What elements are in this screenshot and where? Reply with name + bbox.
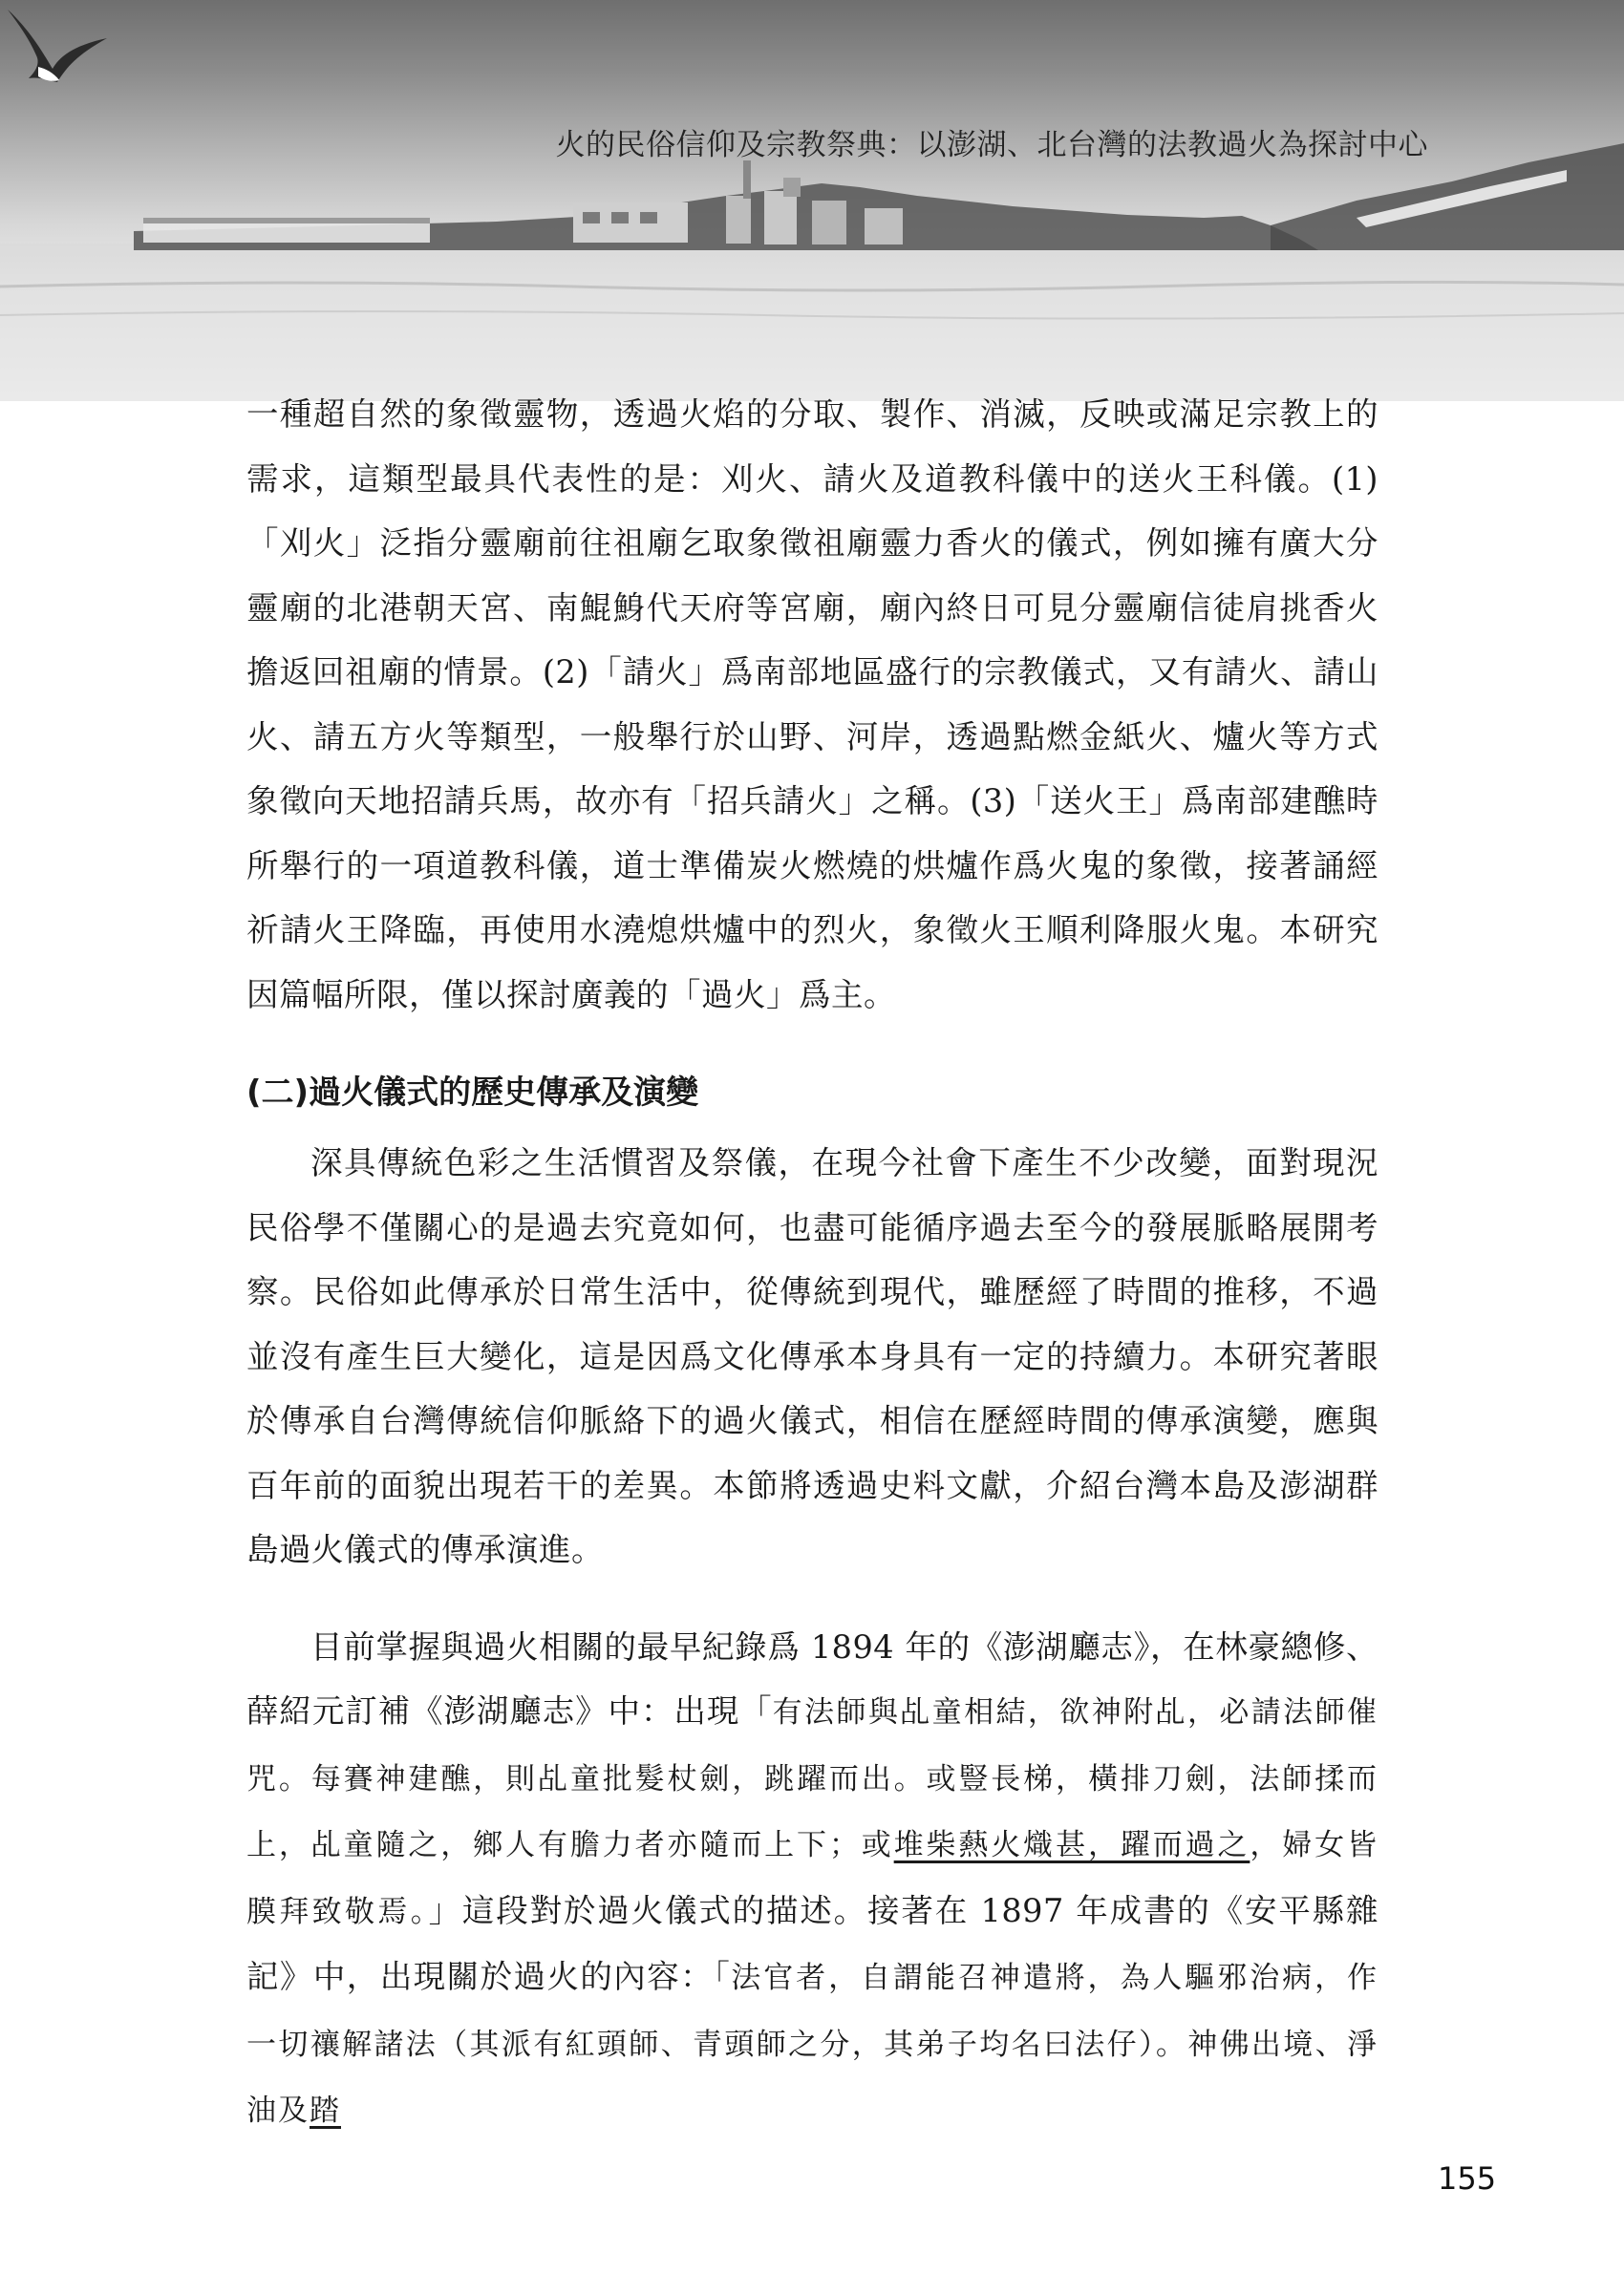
underlined-quote: 堆柴爇火熾甚，躍而過之 bbox=[893, 1828, 1250, 1862]
header-banner bbox=[0, 0, 1624, 401]
paragraph-historical-transmission: 深具傳統色彩之生活慣習及祭儀，在現今社會下產生不少改變，面對現況民俗學不僅關心的是過去究竟如何，也盡可能循序過去至今的發展脈略展開考察。民俗如此傳承於日常生活中，從傳統到現代，雖歷經了時間的推移，不過並沒有產生巨大變化，這是因爲文化傳承本身具有一定的持續力。本研究著眼於傳承自台灣傳統信仰脈絡下的過火儀式，相信在歷經時間的傳承演變，應與百年前的面貌出現若干的差異。本節將透過史料文獻，介紹台灣本島及澎湖群島過火儀式的傳承演進。 bbox=[246, 1144, 1378, 1568]
article-body bbox=[246, 382, 1378, 2144]
record-continuation-text: 」這段對於過火儀式的描述。接著在 1897 年成書的《安平縣雜記》中，出現關於過火的內容：「 bbox=[246, 1891, 1379, 1995]
paragraph-historical-records bbox=[246, 1615, 1378, 2144]
section-heading: (二)過火儀式的歷史傳承及演變 bbox=[246, 1074, 699, 1112]
seagull-icon bbox=[0, 0, 115, 115]
page-number: 155 bbox=[1438, 2160, 1497, 2197]
anping-miscellany-quote: 法官者，自謂能召神遣將，為人驅邪治病，作一切禳解諸法（其派有紅頭師、青頭師之分，其弟子均名曰法仔）。神佛出境、淨油及 bbox=[246, 1961, 1379, 2128]
record-intro-text: 目前掌握與過火相關的最早紀錄爲 1894 年的《澎湖廳志》，在林豪總修、薛紹元訂補《澎湖廳志》中：出現「 bbox=[246, 1627, 1378, 1730]
running-title: 火的民俗信仰及宗教祭典：以澎湖、北台灣的法教過火為探討中心 bbox=[555, 128, 1428, 162]
penghu-gazetteer-quote-end: ，婦女皆膜拜致敬焉。 bbox=[246, 1828, 1379, 1929]
underlined-quote-end: 踏 bbox=[310, 2094, 341, 2128]
paragraph-fire-rituals: 一種超自然的象徵靈物，透過火焰的分取、製作、消滅，反映或滿足宗教上的需求，這類型最具代表性的是：刈火、請火及道教科儀中的送火王科儀。(1)「刈火」泛指分靈廟前往祖廟乞取象徵祖廟靈力香火的儀式，例如擁有廣大分靈廟的北港朝天宮、南鯤鯓代天府等宮廟，廟內終日可見分靈廟信徒肩挑香火擔返回祖廟的情景。(2)「請火」爲南部地區盛行的宗教儀式，又有請火、請山火、請五方火等類型，一般舉行於山野、河岸，透過點燃金紙火、爐火等方式象徵向天地招請兵馬，故亦有「招兵請火」之稱。(3)「送火王」爲南部建醮時所舉行的一項道教科儀，道士準備炭火燃燒的烘爐作爲火鬼的象徵，接著誦經祈請火王降臨，再使用水澆熄烘爐中的烈火，象徵火王順利降服火鬼。本研究因篇幅所限，僅以探討廣義的「過火」爲主。 bbox=[246, 395, 1378, 1013]
penghu-gazetteer-quote: 有法師與乩童相結，欲神附乩，必請法師催咒。每賽神建醮，則乩童批髮杖劍，跳躍而出。或豎長梯，橫排刀劍，法師揉而上，乩童隨之，鄉人有膽力者亦隨而上下；或 bbox=[246, 1695, 1379, 1862]
seascape-illustration bbox=[0, 0, 1624, 401]
